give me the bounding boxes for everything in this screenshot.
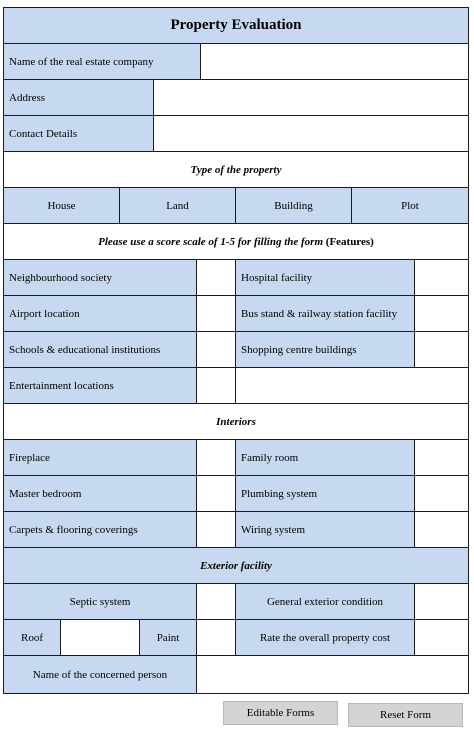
- general-exterior-score[interactable]: [414, 583, 469, 620]
- address-field[interactable]: [153, 79, 469, 116]
- editable-forms-button[interactable]: Editable Forms: [223, 701, 338, 725]
- concerned-person-field[interactable]: [196, 655, 469, 694]
- company-name-label: Name of the real estate company: [3, 43, 201, 80]
- overall-cost-score[interactable]: [414, 619, 469, 656]
- company-name-field[interactable]: [200, 43, 469, 80]
- contact-details-label: Contact Details: [3, 115, 154, 152]
- schools-score[interactable]: [196, 331, 236, 368]
- concerned-person-label: Name of the concerned person: [3, 655, 197, 694]
- roof-label: Roof: [3, 619, 61, 656]
- entertainment-score[interactable]: [196, 367, 236, 404]
- type-option-house[interactable]: House: [3, 187, 120, 224]
- septic-system-score[interactable]: [196, 583, 236, 620]
- wiring-system-label: Wiring system: [235, 511, 415, 548]
- master-bedroom-label: Master bedroom: [3, 475, 197, 512]
- property-type-heading: Type of the property: [3, 151, 469, 188]
- fireplace-score[interactable]: [196, 439, 236, 476]
- score-instruction-text: Please use a score scale of 1-5 for filling the form: [98, 235, 324, 248]
- master-bedroom-score[interactable]: [196, 475, 236, 512]
- carpets-flooring-label: Carpets & flooring coverings: [3, 511, 197, 548]
- address-label: Address: [3, 79, 154, 116]
- general-exterior-label: General exterior condition: [235, 583, 415, 620]
- fireplace-label: Fireplace: [3, 439, 197, 476]
- carpets-flooring-score[interactable]: [196, 511, 236, 548]
- type-option-building[interactable]: Building: [235, 187, 352, 224]
- score-instruction: [3, 223, 469, 260]
- bus-railway-score[interactable]: [414, 295, 469, 332]
- family-room-score[interactable]: [414, 439, 469, 476]
- plumbing-system-label: Plumbing system: [235, 475, 415, 512]
- type-option-plot[interactable]: Plot: [351, 187, 469, 224]
- shopping-centre-score[interactable]: [414, 331, 469, 368]
- schools-label: Schools & educational institutions: [3, 331, 197, 368]
- type-option-land[interactable]: Land: [119, 187, 236, 224]
- roof-field[interactable]: [60, 619, 140, 656]
- hospital-facility-label: Hospital facility: [235, 259, 415, 296]
- shopping-centre-label: Shopping centre buildings: [235, 331, 415, 368]
- septic-system-label: Septic system: [3, 583, 197, 620]
- features-empty-cell: [235, 367, 469, 404]
- hospital-facility-score[interactable]: [414, 259, 469, 296]
- features-tag: (Features): [323, 235, 374, 248]
- paint-score[interactable]: [196, 619, 236, 656]
- overall-cost-label: Rate the overall property cost: [235, 619, 415, 656]
- airport-location-score[interactable]: [196, 295, 236, 332]
- form-title: Property Evaluation: [3, 7, 469, 44]
- family-room-label: Family room: [235, 439, 415, 476]
- contact-details-field[interactable]: [153, 115, 469, 152]
- plumbing-system-score[interactable]: [414, 475, 469, 512]
- paint-label: Paint: [139, 619, 197, 656]
- exterior-heading: Exterior facility: [3, 547, 469, 584]
- neighbourhood-society-score[interactable]: [196, 259, 236, 296]
- bus-railway-label: Bus stand & railway station facility: [235, 295, 415, 332]
- wiring-system-score[interactable]: [414, 511, 469, 548]
- airport-location-label: Airport location: [3, 295, 197, 332]
- entertainment-label: Entertainment locations: [3, 367, 197, 404]
- neighbourhood-society-label: Neighbourhood society: [3, 259, 197, 296]
- interiors-heading: Interiors: [3, 403, 469, 440]
- reset-form-button[interactable]: Reset Form: [348, 703, 463, 727]
